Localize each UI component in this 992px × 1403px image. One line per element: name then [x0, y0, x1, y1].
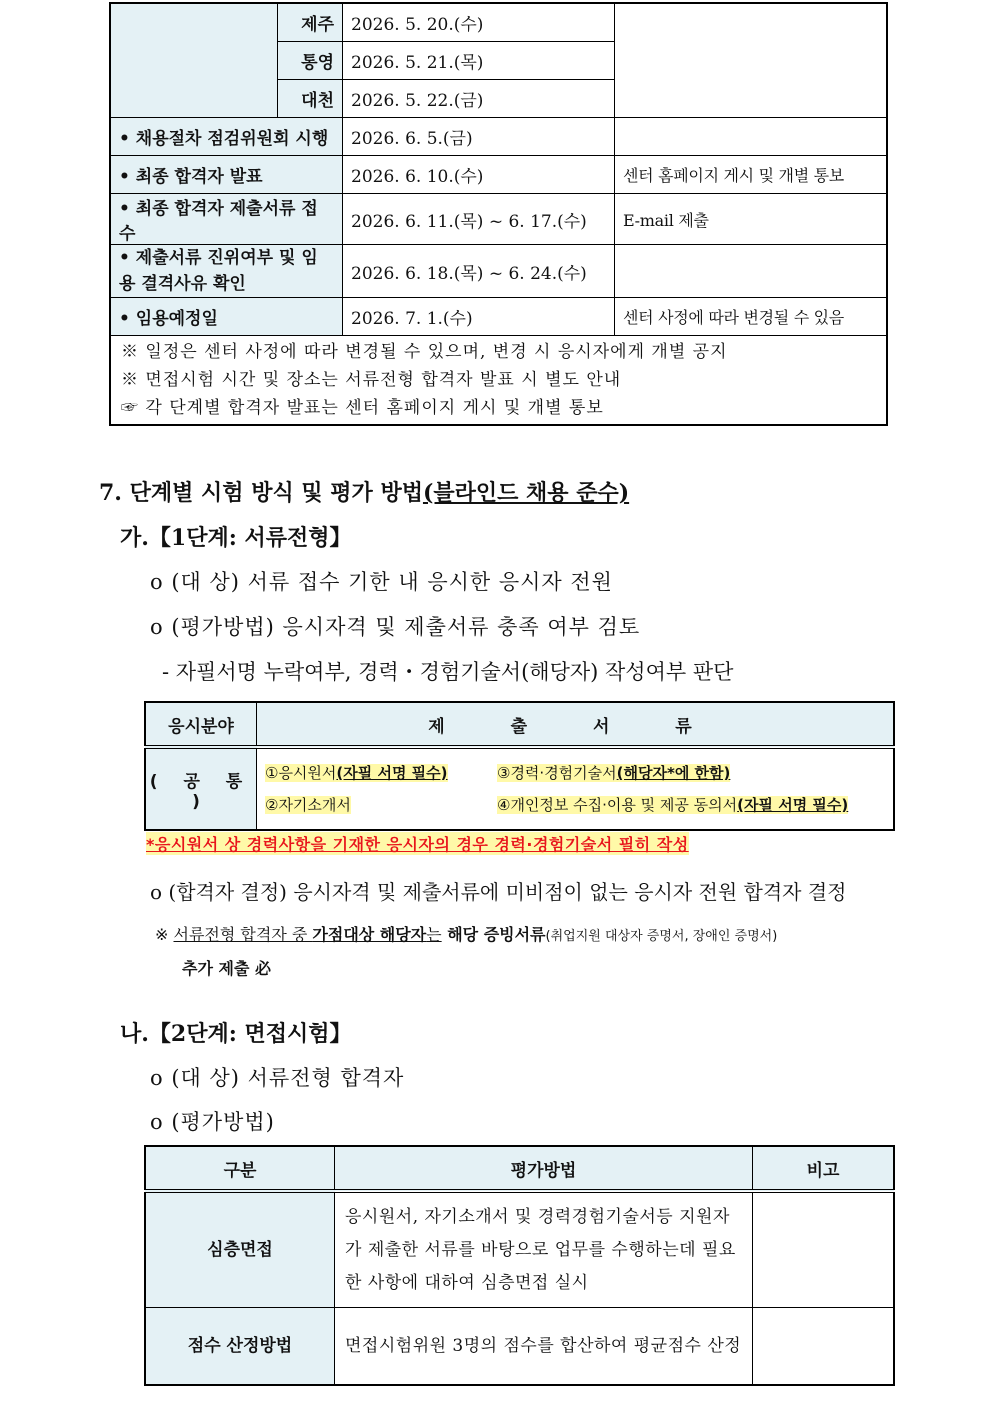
schedule-date: 2026. 6. 10.(수)	[343, 156, 615, 194]
table-row	[145, 1308, 894, 1386]
field-cell: ( 공 통 )	[145, 747, 257, 830]
doc-item-text: ③경력·경험기술서	[497, 764, 617, 782]
section-title-text: 7. 단계별 시험 방식 및 평가 방법	[99, 480, 423, 506]
stage2-heading: 나.【2단계: 면접시험】	[120, 1021, 352, 1047]
header-method: 평가방법	[335, 1146, 753, 1191]
doc-item	[497, 757, 730, 789]
stage1-decision: o (합격자 결정) 응시자격 및 제출서류에 미비점이 없는 응시자 전원 합격자 결정	[150, 880, 847, 904]
table-row	[110, 156, 887, 194]
stage1-target: o (대 상) 서류 접수 기한 내 응시한 응시자 전원	[150, 570, 613, 594]
header-category: 구분	[145, 1146, 335, 1191]
schedule-label: • 최종 합격자 발표	[110, 156, 343, 194]
doc-item	[265, 789, 497, 821]
table-row	[110, 245, 887, 298]
extra-note-part5: (취업지원 대상자 증명서, 장애인 증명서)	[545, 929, 778, 944]
stage1-heading: 가.【1단계: 서류전형】	[120, 525, 352, 551]
note-line: ※ 일정은 센터 사정에 따라 변경될 수 있으며, 변경 시 응시자에게 개별 공지	[121, 342, 728, 362]
stage1-method-detail: - 자필서명 누락여부, 경력・경험기술서(해당자) 작성여부 판단	[162, 660, 734, 684]
doc-item-text: ④개인정보 수집·이용 및 제공 동의서	[497, 796, 738, 814]
extra-note-part4: 해당 증빙서류	[441, 925, 546, 944]
schedule-date: 2026. 6. 11.(목) ~ 6. 17.(수)	[343, 194, 615, 245]
schedule-label: • 채용절차 점검위원회 시행	[110, 118, 343, 156]
stage2-method: o (평가방법)	[150, 1110, 275, 1134]
schedule-date: 2026. 6. 5.(금)	[343, 118, 615, 156]
region-label: 제주	[278, 3, 343, 42]
table-row	[110, 336, 887, 426]
table-row	[110, 3, 887, 42]
method-cell: 면접시험위원 3명의 점수를 합산하여 평균점수 산정	[335, 1308, 753, 1386]
table-row	[110, 194, 887, 245]
header-field: 응시분야	[145, 702, 257, 747]
schedule-notes	[110, 336, 887, 426]
stage2-target: o (대 상) 서류전형 합격자	[150, 1066, 405, 1090]
schedule-table	[109, 2, 888, 426]
method-cell: 응시원서, 자기소개서 및 경력경험기술서등 지원자가 제출한 서류를 바탕으로 업무를 수행하는데 필요한 사항에 대하여 심층면접 실시	[335, 1191, 753, 1308]
extra-note-line2: 추가 제출 必	[182, 959, 271, 978]
note-cell	[753, 1191, 895, 1308]
category-cell: 점수 산정방법	[145, 1308, 335, 1386]
region-label: 대천	[278, 80, 343, 118]
doc-item-text: ②자기소개서	[265, 796, 351, 814]
note-cell	[753, 1308, 895, 1386]
documents-table	[144, 701, 895, 831]
schedule-date: 2026. 7. 1.(수)	[343, 298, 615, 336]
region-group-cell	[110, 3, 278, 118]
schedule-note: E-mail 제출	[615, 194, 888, 245]
table-row	[110, 298, 887, 336]
section-title	[99, 476, 629, 507]
region-label: 통영	[278, 42, 343, 80]
schedule-note	[615, 118, 888, 156]
region-date: 2026. 5. 20.(수)	[343, 3, 615, 42]
extra-note-underlined	[174, 925, 442, 944]
table-row	[110, 118, 887, 156]
header-docs: 제 출 서 류	[257, 702, 895, 747]
interview-table	[144, 1145, 895, 1386]
region-date: 2026. 5. 22.(금)	[343, 80, 615, 118]
doc-item	[497, 789, 848, 821]
table-row	[145, 747, 894, 830]
extra-note-part2: 가점대상 해당자	[312, 925, 427, 944]
docs-items-cell	[257, 747, 895, 830]
schedule-date: 2026. 6. 18.(목) ~ 6. 24.(수)	[343, 245, 615, 298]
section-title-underlined: (블라인드 채용 준수)	[422, 480, 630, 506]
doc-item	[265, 757, 497, 789]
schedule-label: • 최종 합격자 제출서류 접수	[110, 194, 343, 245]
extra-note-part3: 는	[426, 925, 442, 944]
schedule-note: 센터 홈페이지 게시 및 개별 통보	[615, 156, 888, 194]
schedule-label: • 임용예정일	[110, 298, 343, 336]
region-note-cell	[615, 3, 888, 118]
doc-item-bold: (해당자*에 한함)	[616, 764, 731, 782]
header-note: 비고	[753, 1146, 895, 1191]
doc-item-bold: (자필 서명 필수)	[336, 764, 448, 782]
schedule-label: • 제출서류 진위여부 및 임용 결격사유 확인	[110, 245, 343, 298]
table-header-row	[145, 1146, 894, 1191]
note-mark: ※	[155, 925, 169, 944]
schedule-note: 센터 사정에 따라 변경될 수 있음	[615, 298, 888, 336]
schedule-note	[615, 245, 888, 298]
table-row	[145, 1191, 894, 1308]
note-line: ☞ 각 단계별 합격자 발표는 센터 홈페이지 게시 및 개별 통보	[121, 398, 604, 418]
table-header-row	[145, 702, 894, 747]
doc-item-bold: (자필 서명 필수)	[737, 796, 849, 814]
doc-item-text: ①응시원서	[265, 764, 337, 782]
red-note: *응시원서 상 경력사항을 기재한 응시자의 경우 경력·경험기술서 필히 작성	[146, 832, 689, 855]
extra-note-part1: 서류전형 합격자 중	[173, 925, 313, 944]
category-cell: 심층면접	[145, 1191, 335, 1308]
extra-note	[155, 922, 777, 945]
region-date: 2026. 5. 21.(목)	[343, 42, 615, 80]
note-line: ※ 면접시험 시간 및 장소는 서류전형 합격자 발표 시 별도 안내	[121, 370, 622, 390]
stage1-method: o (평가방법) 응시자격 및 제출서류 충족 여부 검토	[150, 615, 641, 639]
